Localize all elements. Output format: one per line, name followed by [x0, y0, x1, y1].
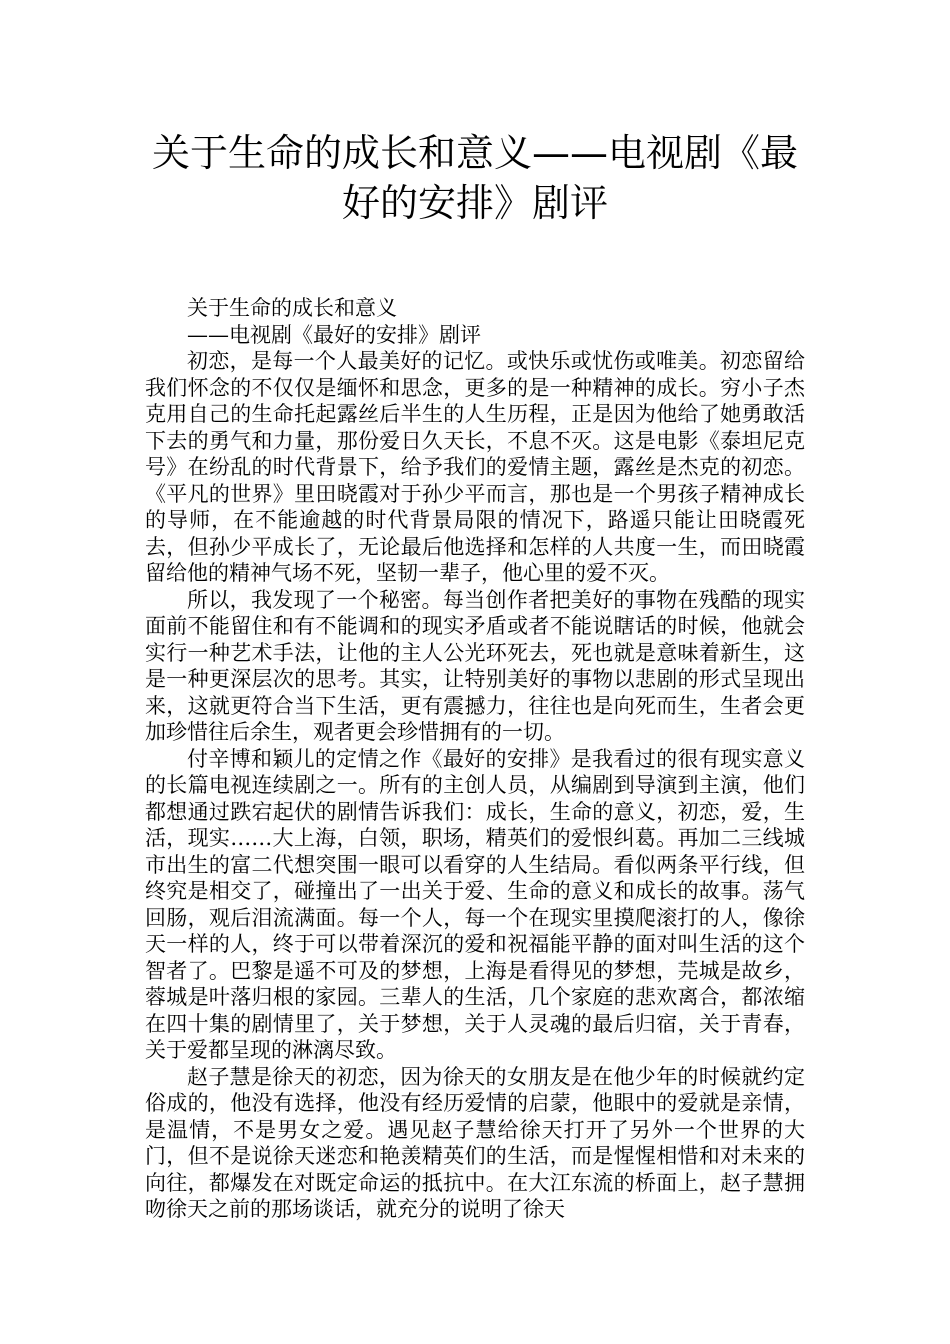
document-body [145, 295, 805, 1223]
paragraph: 赵子慧是徐天的初恋，因为徐天的女朋友是在他少年的时候就约定俗成的，他没有选择，他没有经历爱情的启蒙，他眼中的爱就是亲情，是温情，不是男女之爱。遇见赵子慧给徐天打开了另外一个世界的大门，但不是说徐天迷恋和艳羡精英们的生活，而是惺惺相惜和对未来的向往，都爆发在对既定命运的抵抗中。在大江东流的桥面上，赵子慧拥吻徐天之前的那场谈话，就充分的说明了徐天 [145, 1064, 805, 1221]
document-title: 关于生命的成长和意义——电视剧《最好的安排》剧评 [151, 131, 798, 225]
paragraph: 付辛博和颖儿的定情之作《最好的安排》是我看过的很有现实意义的长篇电视连续剧之一。所有的主创人员，从编剧到导演到主演，他们都想通过跌宕起伏的剧情告诉我们：成长，生命的意义，初恋，爱，生活，现实……大上海，白领，职场，精英们的爱恨纠葛。再加二三线城市出生的富二代想突围一眼可以看穿的人生结局。看似两条平行线，但终究是相交了，碰撞出了一出关于爱、生命的意义和成长的故事。荡气回肠，观后泪流满面。每一个人，每一个在现实里摸爬滚打的人，像徐天一样的人，终于可以带着深沉的爱和祝福能平静的面对叫生活的这个智者了。巴黎是遥不可及的梦想，上海是看得见的梦想，芫城是故乡，蓉城是叶落归根的家园。三辈人的生活，几个家庭的悲欢离合，都浓缩在四十集的剧情里了，关于梦想，关于人灵魂的最后归宿，关于青春，关于爱都呈现的淋漓尽致。 [145, 746, 805, 1062]
paragraph: 所以，我发现了一个秘密。每当创作者把美好的事物在残酷的现实面前不能留住和有不能调和的现实矛盾或者不能说瞎话的时候，他就会实行一种艺术手法，让他的主人公光环死去，死也就是意味着新生，这是一种更深层次的思考。其实，让特别美好的事物以悲剧的形式呈现出来，这就更符合当下生活，更有震撼力，往往也是向死而生，生者会更加珍惜往后余生，观者更会珍惜拥有的一切。 [145, 587, 805, 744]
paragraph: 初恋，是每一个人最美好的记忆。或快乐或忧伤或唯美。初恋留给我们怀念的不仅仅是缅怀和思念，更多的是一种精神的成长。穷小子杰克用自己的生命托起露丝后半生的人生历程，正是因为他给了她勇敢活下去的勇气和力量，那份爱日久天长，不息不灭。这是电影《泰坦尼克号》在纷乱的时代背景下，给予我们的爱情主题，露丝是杰克的初恋。《平凡的世界》里田晓霞对于孙少平而言，那也是一个男孩子精神成长的导师，在不能逾越的时代背景局限的情况下，路遥只能让田晓霞死去，但孙少平成长了，无论最后他选择和怎样的人共度一生，而田晓霞留给他的精神气场不死，坚韧一辈子，他心里的爱不灭。 [145, 349, 805, 585]
heading-line: 关于生命的成长和意义 [187, 296, 397, 320]
subtitle-line: ——电视剧《最好的安排》剧评 [187, 322, 481, 347]
